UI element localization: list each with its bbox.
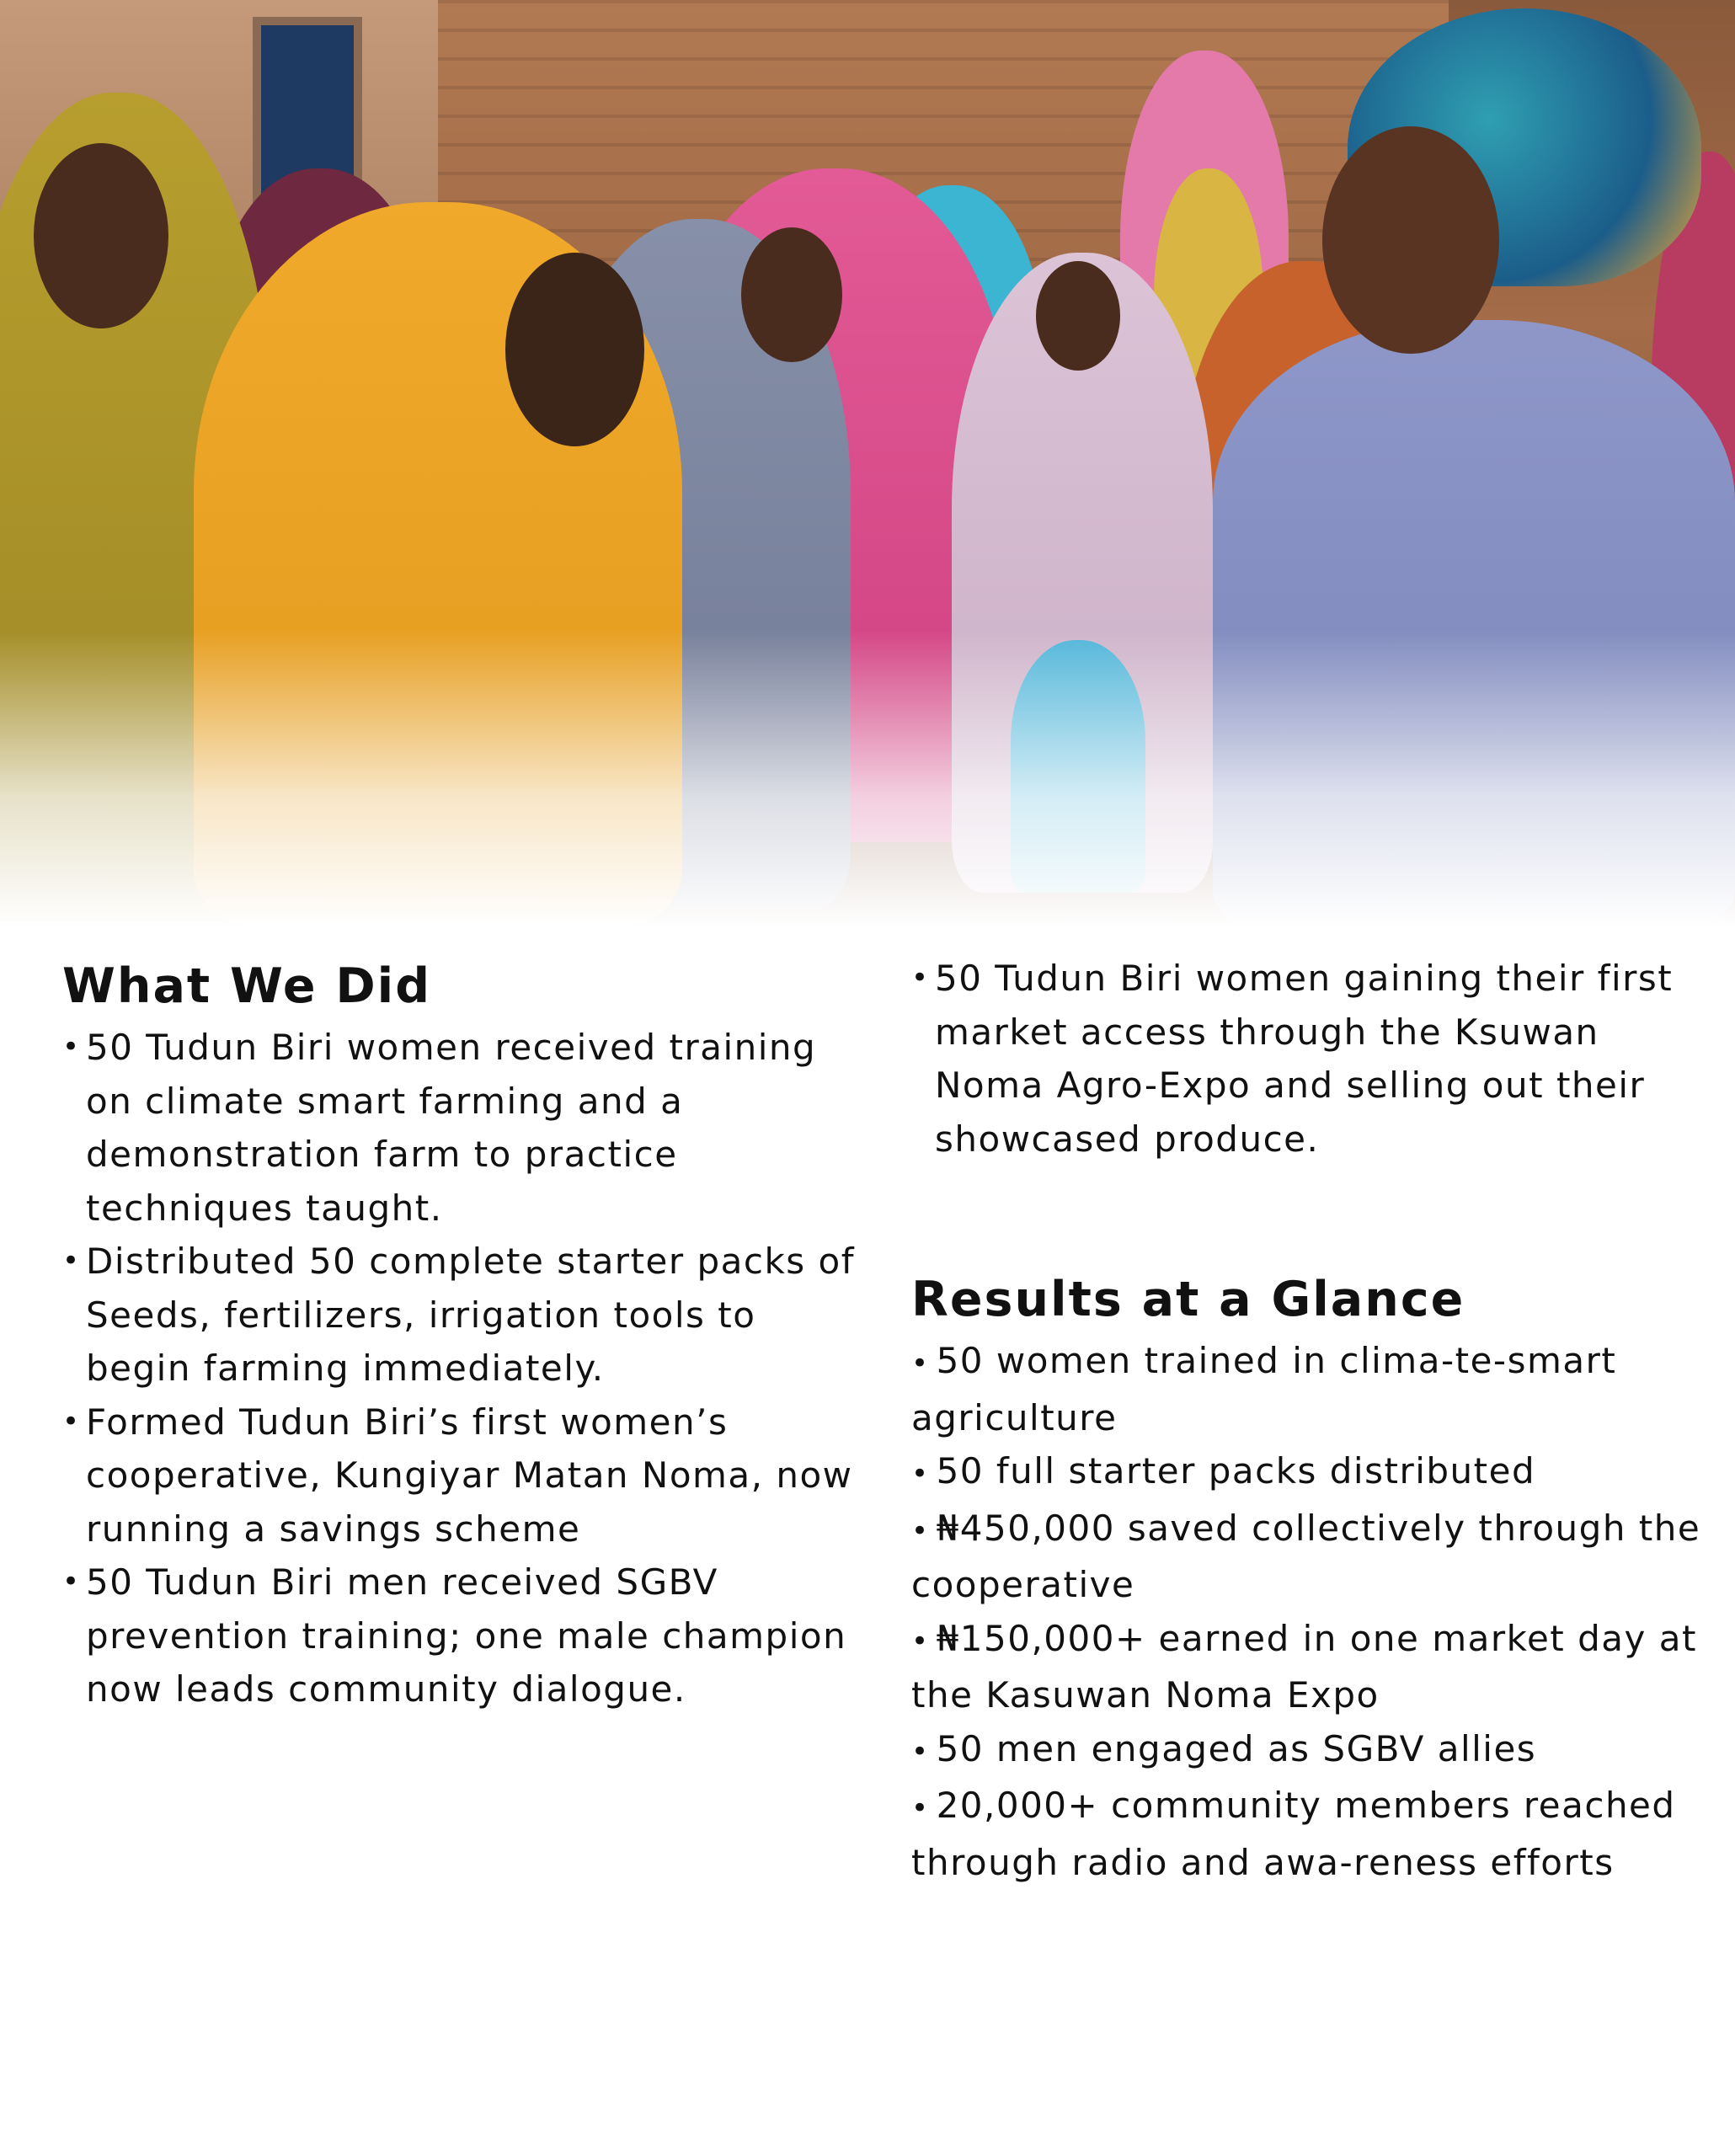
results-heading: Results at a Glance xyxy=(911,1272,1465,1327)
list-item: • 50 full starter packs distributed xyxy=(911,1444,1720,1502)
what-we-did-list xyxy=(62,1021,871,1716)
what-we-did-section xyxy=(62,952,871,1716)
results-list xyxy=(911,1334,1720,1889)
list-item: • 50 Tudun Biri women gaining their first market access through the Ksuwan Noma Agro-Expo and selling out their showcased produce. xyxy=(911,952,1720,1166)
list-item: • 50 men engaged as SGBV allies xyxy=(911,1722,1720,1780)
list-item: • Distributed 50 complete starter packs of Seeds, fertilizers, irrigation tools to begin farming immediately. xyxy=(62,1235,871,1396)
what-we-did-heading: What We Did xyxy=(62,958,432,1014)
list-item: • ₦150,000+ earned in one market day at the Kasuwan Noma Expo xyxy=(911,1612,1720,1722)
hero-photo xyxy=(0,0,1735,926)
list-item: • 50 Tudun Biri women received training on climate smart farming and a demonstration farm to practice techniques taught. xyxy=(62,1021,871,1235)
photo-fade-overlay xyxy=(0,0,1735,926)
list-item: • ₦450,000 saved collectively through the cooperative xyxy=(911,1502,1720,1612)
results-section xyxy=(911,1265,1720,1889)
list-item: • 50 women trained in clima-te-smart agriculture xyxy=(911,1334,1720,1444)
list-item: • 50 Tudun Biri men received SGBV prevention training; one male champion now leads community dialogue. xyxy=(62,1556,871,1716)
list-item: • 20,000+ community members reached through radio and awa-reness efforts xyxy=(911,1779,1720,1889)
what-we-did-list-continued xyxy=(911,952,1720,1166)
list-item: • Formed Tudun Biri’s first women’s cooperative, Kungiyar Matan Noma, now running a savings scheme xyxy=(62,1396,871,1556)
right-column xyxy=(911,952,1720,1889)
